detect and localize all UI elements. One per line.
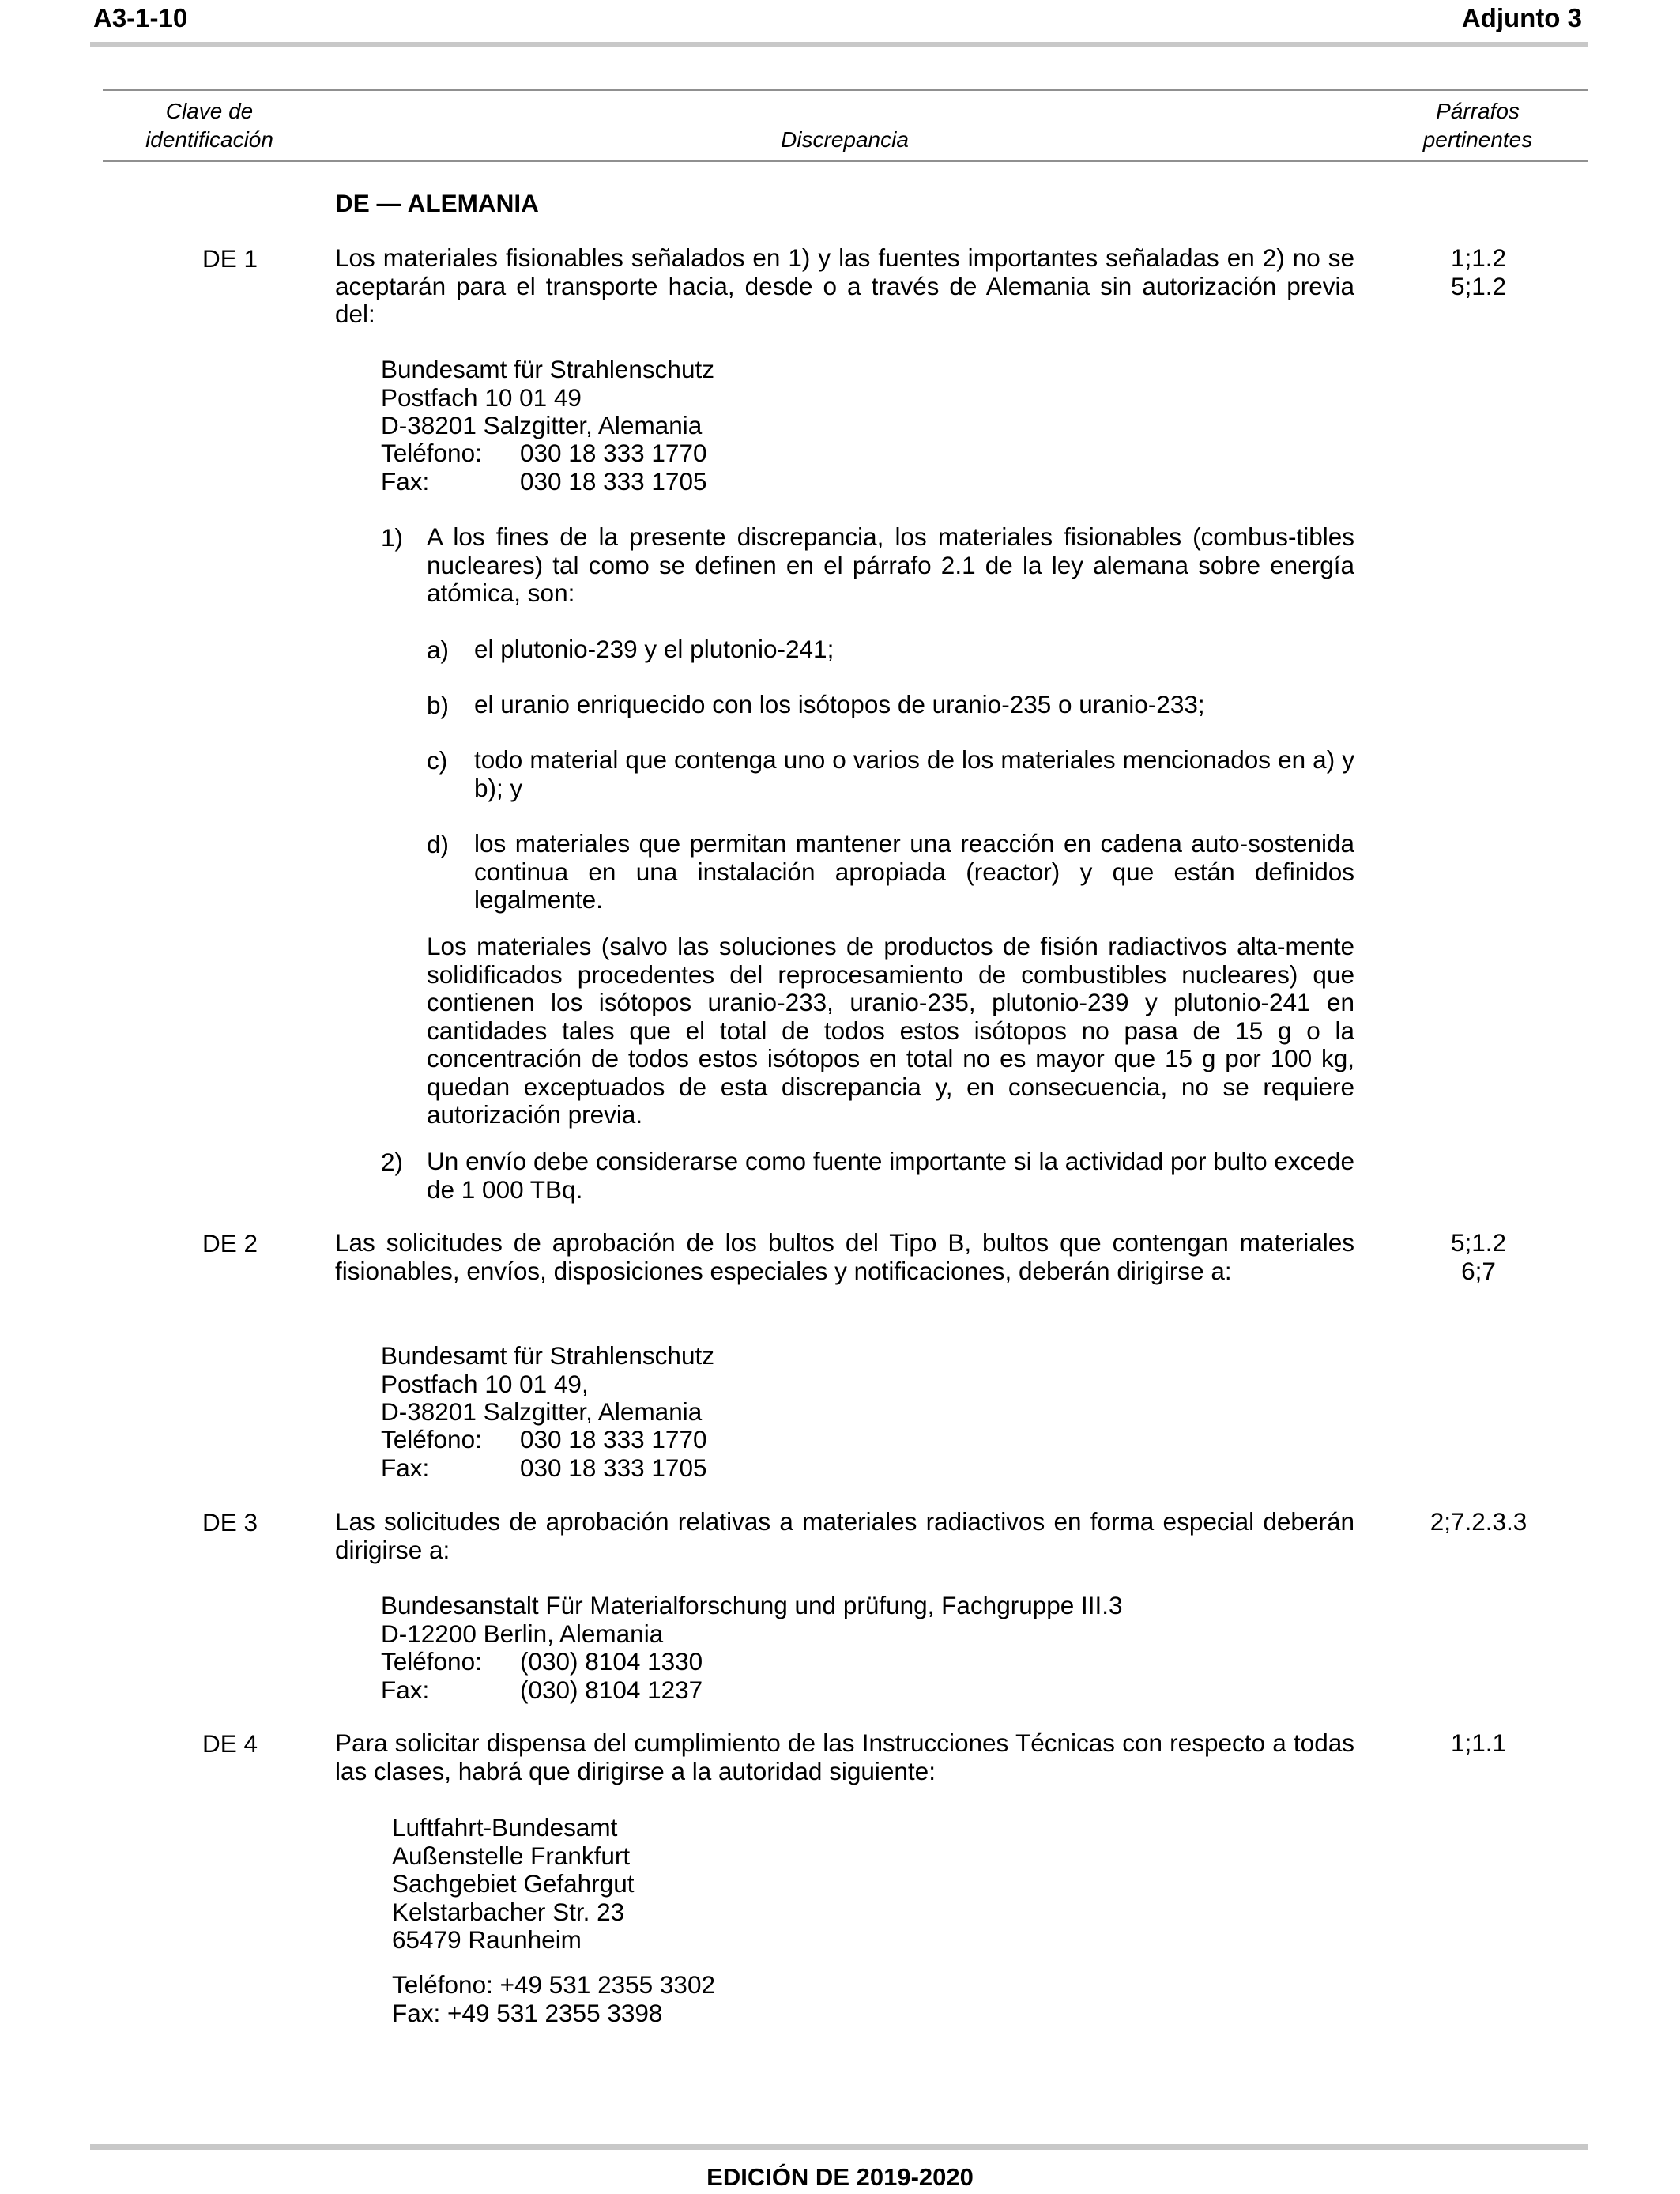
de4-text: Para solicitar dispensa del cumplimiento de las Instrucciones Técnicas con respecto a todas las clases, habrá que dirigirse a la autoridad siguiente: <box>335 1728 1354 1785</box>
top-rule <box>90 42 1588 47</box>
de1-exemption: Los materiales (salvo las soluciones de productos de fisión radiactivos alta-mente solidificados procedentes del reprocesamiento de combustibles nucleares) que contienen los isótopos uranio-233, uranio-235, plutonio-239 y plutonio-241 en cantidades tales que el total de todos estos isótopos no pasa de 15 g o la concentración de todos estos isótopos en total no es mayor que 15 g por 100 kg, quedan exceptuados de esta discrepancia y, en consecuencia, no se requiere autorización previa. <box>427 932 1354 1129</box>
de1-note2-number: 2) <box>381 1148 404 1176</box>
de2-text: Las solicitudes de aprobación de los bultos del Tipo B, bultos que contengan materiales fisionables, envíos, disposiciones especiales y notificaciones, deberán dirigirse a: <box>335 1228 1354 1285</box>
de1-item-d-text: los materiales que permitan mantener una reacción en cadena auto-sostenida continua en una instalación apropiada (reactor) y que están definidos legalmente. <box>474 829 1354 914</box>
column-header-discrepancy: Discrepancia <box>781 127 909 152</box>
de3-phone: Teléfono: (030) 8104 1330 <box>381 1647 703 1676</box>
de1-phone: Teléfono: 030 18 333 1770 <box>381 439 707 467</box>
de1-item-a-letter: a) <box>427 635 450 664</box>
column-header-refs: Párrafos pertinentes <box>1422 99 1533 152</box>
de1-note1-number: 1) <box>381 523 404 552</box>
de1-fax: Fax: 030 18 333 1705 <box>381 467 707 496</box>
de1-item-b-text: el uranio enriquecido con los isótopos de uranio-235 o uranio-233; <box>474 690 1205 718</box>
de1-text: Los materiales fisionables señalados en 1) y las fuentes importantes señaladas en 2) no se aceptarán para el transporte hacia, desde o a través de Alemania sin autorización previa del: <box>335 243 1354 328</box>
table-header-line <box>103 160 1588 162</box>
de1-address: Bundesamt für Strahlenschutz Postfach 10 01 49 D-38201 Salzgitter, Alemania <box>381 355 714 439</box>
de3-fax: Fax: (030) 8104 1237 <box>381 1676 703 1704</box>
de4-phone: Teléfono: +49 531 2355 3302 <box>392 1970 715 1999</box>
de3-address: Bundesanstalt Für Materialforschung und prüfung, Fachgruppe III.3 D-12200 Berlin, Alemania <box>381 1591 1123 1648</box>
de1-item-d-letter: d) <box>427 830 450 858</box>
de1-key: DE 1 <box>202 244 258 273</box>
de3-key: DE 3 <box>202 1508 258 1536</box>
de4-refs: 1;1.1 <box>1450 1728 1507 1757</box>
section-title: DE — ALEMANIA <box>335 189 539 217</box>
page-number: A3-1-10 <box>93 3 188 32</box>
edition-footer: EDICIÓN DE 2019-2020 <box>706 2163 974 2191</box>
de4-fax: Fax: +49 531 2355 3398 <box>392 1998 663 2027</box>
de2-key: DE 2 <box>202 1229 258 1257</box>
de3-text: Las solicitudes de aprobación relativas a materiales radiactivos en forma especial deberán dirigirse a: <box>335 1507 1354 1564</box>
de2-refs: 5;1.2 6;7 <box>1450 1228 1507 1285</box>
de2-address: Bundesamt für Strahlenschutz Postfach 10 01 49, D-38201 Salzgitter, Alemania <box>381 1341 714 1426</box>
de1-item-c-text: todo material que contenga uno o varios de los materiales mencionados en a) y b); y <box>474 745 1354 802</box>
de1-item-b-letter: b) <box>427 691 450 719</box>
de3-refs: 2;7.2.3.3 <box>1430 1507 1527 1536</box>
appendix-label: Adjunto 3 <box>1461 3 1582 32</box>
de2-phone: Teléfono: 030 18 333 1770 <box>381 1425 707 1453</box>
de1-note1-text: A los fines de la presente discrepancia, los materiales fisionables (combus-tibles nucleares) tal como se definen en el párrafo 2.1 de la ley alemana sobre energía atómica, son: <box>427 522 1354 607</box>
de1-refs: 1;1.2 5;1.2 <box>1450 243 1507 300</box>
de4-address: Luftfahrt-Bundesamt Außenstelle Frankfurt Sachgebiet Gefahrgut Kelstarbacher Str. 23 65479 Raunheim <box>392 1813 635 1954</box>
de4-contact <box>392 1971 715 2027</box>
de4-key: DE 4 <box>202 1729 258 1758</box>
de2-fax: Fax: 030 18 333 1705 <box>381 1453 707 1482</box>
de1-item-a-text: el plutonio-239 y el plutonio-241; <box>474 635 834 663</box>
de1-note2-text: Un envío debe considerarse como fuente importante si la actividad por bulto excede de 1 000 TBq. <box>427 1147 1354 1204</box>
column-header-key: Clave de identificación <box>145 99 273 152</box>
bottom-rule <box>90 2144 1588 2150</box>
table-top-line <box>103 89 1588 91</box>
de1-item-c-letter: c) <box>427 746 448 775</box>
